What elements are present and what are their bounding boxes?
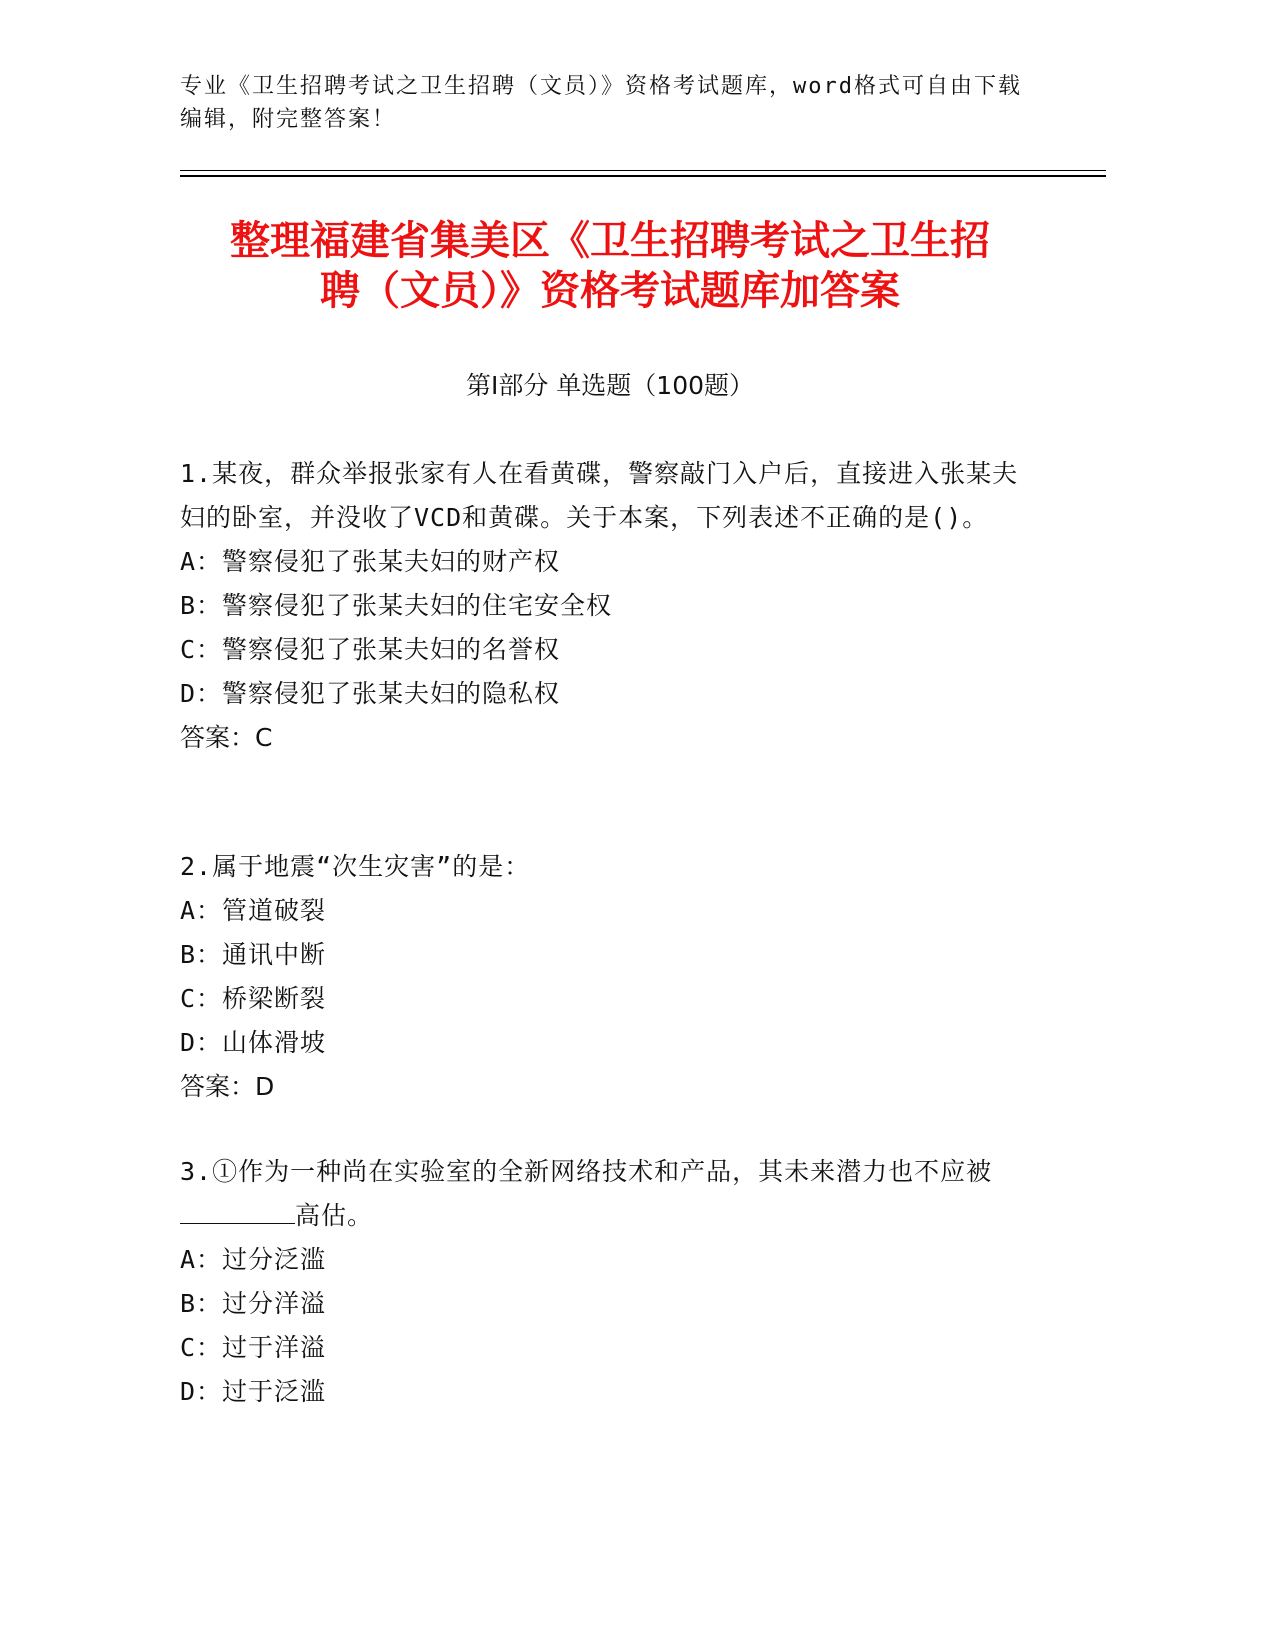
header-note (180, 70, 1040, 136)
question-2-stem: 2.属于地震“次生灾害”的是： (180, 852, 531, 881)
document-title-line-1: 整理福建省集美区《卫生招聘考试之卫生招 (230, 218, 990, 264)
question-3-blank (180, 1203, 295, 1224)
question-2-option-a: A：管道破裂 (180, 896, 327, 925)
question-1-answer: 答案：C (180, 723, 273, 752)
question-2-option-b: B：通讯中断 (180, 940, 327, 969)
header-note-line-2: 编辑，附完整答案！ (180, 107, 397, 132)
question-2 (180, 845, 1040, 1109)
document-title (150, 216, 1070, 316)
header-note-line-1: 专业《卫生招聘考试之卫生招聘（文员）》资格考试题库，word格式可自由下载 (180, 74, 1022, 99)
question-2-option-d: D：山体滑坡 (180, 1028, 327, 1057)
question-3-option-d: D：过于泛滥 (180, 1377, 327, 1406)
question-3-option-a: A：过分泛滥 (180, 1245, 327, 1274)
question-3-stem (180, 1150, 1040, 1238)
question-3-option-b: B：过分洋溢 (180, 1289, 327, 1318)
question-2-option-c: C：桥梁断裂 (180, 984, 327, 1013)
question-1-option-b: B：警察侵犯了张某夫妇的住宅安全权 (180, 591, 613, 620)
question-3 (180, 1150, 1040, 1414)
question-2-answer: 答案：D (180, 1072, 275, 1101)
question-3-option-c: C：过于洋溢 (180, 1333, 327, 1362)
question-1 (180, 452, 1040, 760)
question-3-stem-text: 3.①作为一种尚在实验室的全新网络技术和产品，其未来潜力也不应被 (180, 1157, 993, 1186)
question-3-stem-tail: 高估。 (295, 1201, 374, 1230)
question-1-stem: 1.某夜，群众举报张家有人在看黄碟，警察敲门入户后，直接进入张某夫妇的卧室，并没收了VCD和黄碟。关于本案，下列表述不正确的是()。 (180, 459, 1019, 532)
header-divider-thick (180, 175, 1106, 177)
question-1-option-c: C：警察侵犯了张某夫妇的名誉权 (180, 635, 561, 664)
section-heading: 第Ⅰ部分 单选题（100题） (465, 371, 755, 400)
header-divider-thin (180, 170, 1106, 171)
question-1-option-a: A：警察侵犯了张某夫妇的财产权 (180, 547, 561, 576)
question-1-option-d: D：警察侵犯了张某夫妇的隐私权 (180, 679, 561, 708)
document-title-line-2: 聘（文员）》资格考试题库加答案 (320, 268, 900, 314)
